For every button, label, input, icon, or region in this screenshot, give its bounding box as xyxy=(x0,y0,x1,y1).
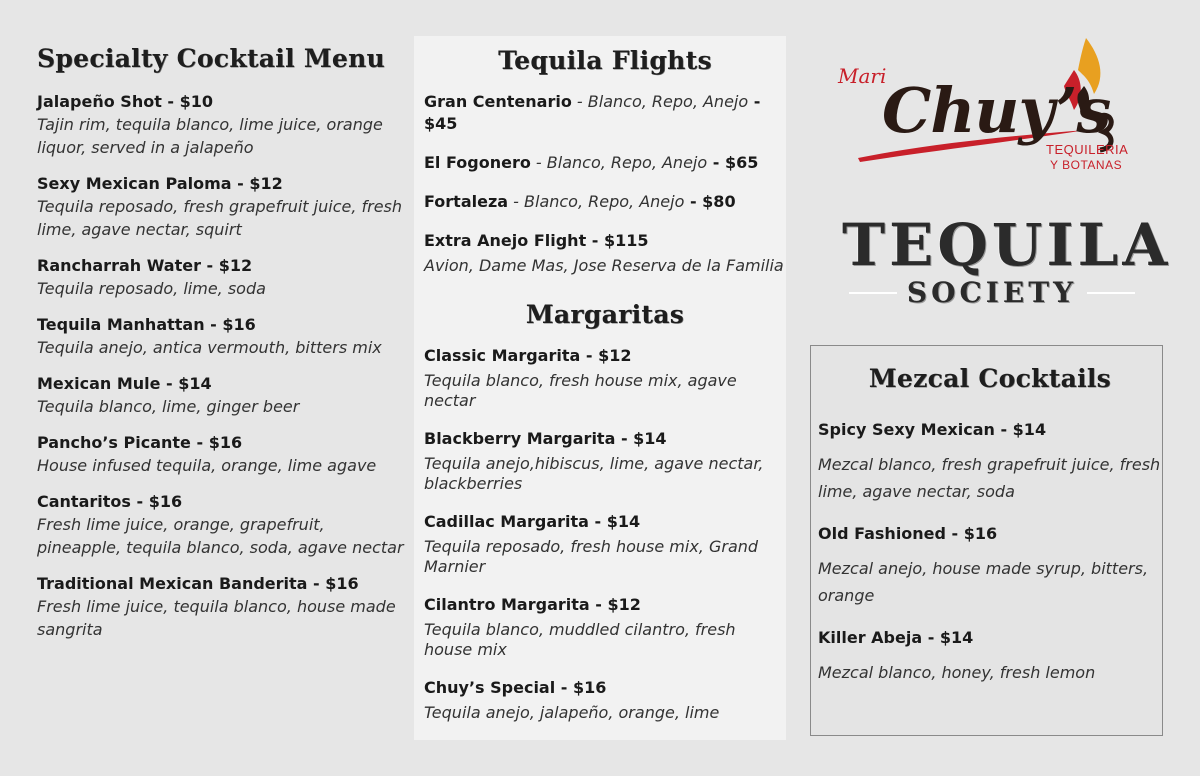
divider xyxy=(1087,292,1135,294)
specialty-title: Specialty Cocktail Menu xyxy=(37,44,386,73)
menu-item xyxy=(37,491,410,559)
chuys-logo xyxy=(838,36,1138,176)
item-name: Spicy Sexy Mexican - $14 xyxy=(818,420,1047,439)
menu-item xyxy=(37,432,410,477)
flight-name: Gran Centenario xyxy=(424,92,572,111)
flights-title: Tequila Flights xyxy=(498,46,712,75)
society-small: SOCIETY xyxy=(906,276,1078,309)
menu-item xyxy=(37,373,410,418)
tequila-society-logo xyxy=(842,211,1172,324)
flight-item xyxy=(424,91,786,135)
flight-price: - $45 xyxy=(424,92,761,133)
menu-item xyxy=(37,314,410,359)
logo-sub1: TEQUILERIA xyxy=(1046,142,1129,157)
divider xyxy=(849,292,897,294)
flight-sep: - xyxy=(571,92,588,111)
item-name: Killer Abeja - $14 xyxy=(818,628,974,647)
item-desc: Tequila reposado, lime, soda xyxy=(37,279,266,298)
society-big: TEQUILA xyxy=(842,211,1172,279)
item-name: Cadillac Margarita - $14 xyxy=(424,512,641,531)
menu-item xyxy=(818,419,1162,505)
item-desc: House infused tequila, orange, lime agave xyxy=(37,456,377,475)
menu-item xyxy=(818,523,1162,609)
flights-margaritas-panel xyxy=(414,36,786,740)
menu-item xyxy=(424,677,786,723)
menu-item xyxy=(37,573,410,641)
flight-item xyxy=(424,152,786,174)
flight-item xyxy=(424,191,786,213)
margaritas-title: Margaritas xyxy=(525,300,685,329)
item-name: Mexican Mule - $14 xyxy=(37,374,212,393)
logo-prefix: Mari xyxy=(838,64,887,88)
item-desc: Tequila reposado, fresh grapefruit juice, fresh lime, agave nectar, squirt xyxy=(37,197,403,239)
item-desc: Tequila anejo, antica vermouth, bitters mix xyxy=(37,338,382,357)
menu-item xyxy=(818,627,1162,686)
item-name: Traditional Mexican Banderita - $16 xyxy=(37,574,359,593)
menu-item xyxy=(424,428,786,494)
flight-sep: - xyxy=(530,153,547,172)
menu-item xyxy=(424,511,786,577)
flight-desc: Blanco, Repo, Anejo xyxy=(587,92,749,111)
flight-desc: Blanco, Repo, Anejo xyxy=(546,153,708,172)
item-desc: Tequila blanco, lime, ginger beer xyxy=(37,397,300,416)
item-desc: Tequila reposado, fresh house mix, Grand Marnier xyxy=(424,537,759,576)
item-name: Classic Margarita - $12 xyxy=(424,346,632,365)
item-name: Rancharrah Water - $12 xyxy=(37,256,253,275)
item-name: Jalapeño Shot - $10 xyxy=(37,92,214,111)
item-desc: Mezcal blanco, honey, fresh lemon xyxy=(818,663,1096,682)
flight-name: Fortaleza xyxy=(424,192,509,211)
flight-name: El Fogonero xyxy=(424,153,531,172)
menu-item xyxy=(424,345,786,411)
item-desc: Tequila blanco, muddled cilantro, fresh house mix xyxy=(424,620,736,659)
mezcal-cocktails-box xyxy=(810,345,1163,736)
item-desc: Fresh lime juice, orange, grapefruit, pineapple, tequila blanco, soda, agave nectar xyxy=(37,515,404,557)
item-desc: Fresh lime juice, tequila blanco, house made sangrita xyxy=(37,597,396,639)
item-name: Sexy Mexican Paloma - $12 xyxy=(37,174,283,193)
item-desc: Tajin rim, tequila blanco, lime juice, orange liquor, served in a jalapeño xyxy=(37,115,383,157)
item-desc: Mezcal anejo, house made syrup, bitters, orange xyxy=(818,559,1149,605)
item-name: Blackberry Margarita - $14 xyxy=(424,429,667,448)
item-name: Chuy’s Special - $16 xyxy=(424,678,607,697)
specialty-cocktail-section xyxy=(0,0,410,655)
flight-sep: - xyxy=(508,192,525,211)
item-name: Old Fashioned - $16 xyxy=(818,524,998,543)
mezcal-title: Mezcal Cocktails xyxy=(868,364,1112,393)
menu-item xyxy=(37,255,410,300)
item-desc: Tequila anejo, jalapeño, orange, lime xyxy=(424,703,720,722)
flight-price: - $65 xyxy=(707,153,759,172)
item-desc: Mezcal blanco, fresh grapefruit juice, fresh lime, agave nectar, soda xyxy=(818,455,1161,501)
menu-item xyxy=(424,594,786,660)
logo-sub2: Y BOTANAS xyxy=(1050,158,1123,172)
flight-desc: Blanco, Repo, Anejo xyxy=(524,192,685,211)
menu-item xyxy=(37,173,410,241)
flight-price: - $80 xyxy=(684,192,736,211)
item-name: Tequila Manhattan - $16 xyxy=(37,315,256,334)
item-desc: Avion, Dame Mas, Jose Reserva de la Familia xyxy=(424,256,784,275)
item-name: Pancho’s Picante - $16 xyxy=(37,433,243,452)
flight-item-extra xyxy=(424,230,786,280)
item-desc: Tequila blanco, fresh house mix, agave nectar xyxy=(424,371,737,410)
menu-item xyxy=(37,91,410,159)
item-name: Cilantro Margarita - $12 xyxy=(424,595,641,614)
item-name: Cantaritos - $16 xyxy=(37,492,183,511)
item-name: Extra Anejo Flight - $115 xyxy=(424,231,649,250)
item-desc: Tequila anejo,hibiscus, lime, agave nectar, blackberries xyxy=(424,454,764,493)
logo-name: Chuy’s xyxy=(882,74,1111,147)
